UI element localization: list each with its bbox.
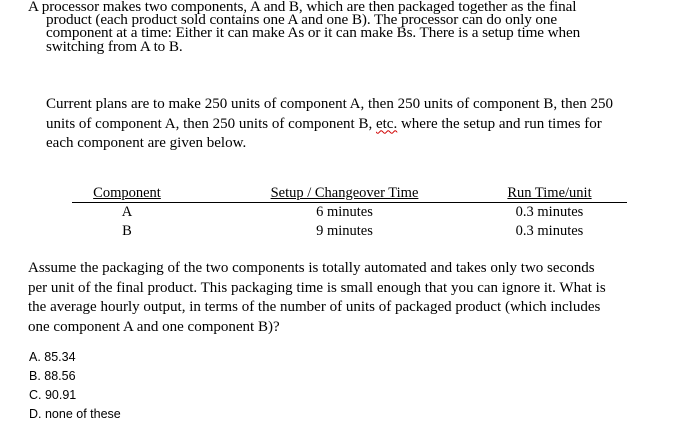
table-header-row bbox=[72, 185, 632, 204]
component-cell: B bbox=[122, 223, 132, 239]
column-header-run-time: Run Time/unit bbox=[507, 185, 592, 201]
column-header-setup-time: Setup / Changeover Time bbox=[270, 185, 419, 201]
setup-run-time-table bbox=[72, 185, 632, 242]
table-row bbox=[72, 204, 632, 223]
run-time-cell: 0.3 minutes bbox=[515, 204, 584, 220]
intro-line: component at a time: Either it can make As or it can make Bs. There is a setup time when bbox=[46, 24, 581, 42]
answer-choice-a[interactable]: A. 85.34 bbox=[29, 350, 76, 364]
intro-line: switching from A to B. bbox=[46, 37, 183, 55]
component-cell: A bbox=[121, 204, 133, 220]
answer-choice-d[interactable]: D. none of these bbox=[29, 407, 121, 421]
run-time-cell: 0.3 minutes bbox=[515, 223, 584, 239]
production-plans-paragraph bbox=[46, 95, 666, 154]
plans-text: units of component A, then 250 units of component B, bbox=[46, 115, 376, 132]
question-line: the average hourly output, in terms of the number of units of packaged product (which includes bbox=[28, 299, 601, 315]
answer-choice-b[interactable]: B. 88.56 bbox=[29, 369, 76, 383]
question-line: per unit of the final product. This packaging time is small enough that you can ignore it. What is bbox=[28, 279, 606, 296]
plans-text: where the setup and run times for bbox=[397, 115, 602, 132]
plans-line bbox=[46, 115, 666, 135]
setup-time-cell: 6 minutes bbox=[316, 204, 373, 220]
question-line: Assume the packaging of the two components is totally automated and takes only two seconds bbox=[28, 260, 595, 276]
intro-line: product (each product sold contains one A and one B). The processor can do only one bbox=[46, 11, 558, 29]
plans-line: each component are given below. bbox=[46, 135, 247, 151]
spellcheck-flagged-word: etc. bbox=[375, 115, 398, 132]
table-header-rule bbox=[72, 202, 627, 203]
answer-choice-c[interactable]: C. 90.91 bbox=[29, 388, 77, 402]
intro-line: A processor makes two components, A and B, which are then packaged together as the final bbox=[28, 0, 577, 15]
table-row bbox=[72, 223, 632, 242]
setup-time-cell: 9 minutes bbox=[316, 223, 373, 239]
column-header-component: Component bbox=[93, 185, 161, 201]
question-line: one component A and one component B)? bbox=[28, 318, 280, 335]
answer-choices bbox=[29, 348, 121, 424]
plans-line: Current plans are to make 250 units of component A, then 250 units of component B, then 250 bbox=[46, 96, 613, 112]
problem-intro bbox=[28, 0, 668, 53]
question-paragraph bbox=[28, 259, 658, 337]
